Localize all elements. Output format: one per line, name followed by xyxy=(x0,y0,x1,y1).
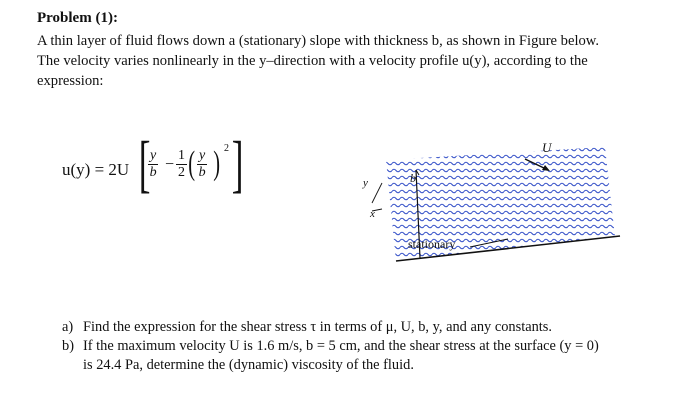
numerator: 1 xyxy=(178,148,185,163)
slope-figure xyxy=(320,125,660,280)
question-letter: b) xyxy=(62,338,74,354)
exponent: 2 xyxy=(224,143,229,154)
fraction-one-half xyxy=(176,148,187,181)
fraction-y-over-b xyxy=(148,148,158,181)
question-line: is 24.4 Pa, determine the (dynamic) viscosity of the fluid. xyxy=(83,357,414,373)
right-bracket: ] xyxy=(231,128,244,199)
slope-diagram xyxy=(320,125,660,275)
right-paren: ) xyxy=(213,145,221,182)
problem-line: The velocity varies nonlinearly in the y–direction with a velocity profile u(y), according to the xyxy=(37,53,588,69)
fraction-y-over-b-squared xyxy=(197,148,207,181)
question-letter: a) xyxy=(62,319,74,335)
problem-line: expression: xyxy=(37,73,104,89)
denominator: b xyxy=(198,165,206,180)
question-b xyxy=(62,337,662,375)
question-line: Find the expression for the shear stress τ in terms of μ, U, b, y, and any constants. xyxy=(83,319,552,335)
problem-title: Problem (1): xyxy=(37,10,118,26)
minus-sign: − xyxy=(165,156,175,173)
thickness-label: b xyxy=(410,171,416,185)
numerator: y xyxy=(150,148,157,163)
left-bracket: [ xyxy=(138,128,151,199)
problem-statement xyxy=(37,31,657,91)
stationary-label: stationary xyxy=(408,237,456,251)
velocity-label: U xyxy=(542,140,552,155)
y-axis-label: y xyxy=(363,177,368,189)
denominator: b xyxy=(149,165,157,180)
velocity-profile-equation xyxy=(62,128,267,206)
problem-line: A thin layer of fluid flows down a (stationary) slope with thickness b, as shown in Figure below. xyxy=(37,33,600,49)
question-a xyxy=(62,318,662,337)
numerator: y xyxy=(199,148,206,163)
y-axis xyxy=(372,183,382,203)
left-paren: ( xyxy=(188,145,196,182)
equation-lhs: u(y) = 2U xyxy=(62,160,130,179)
question-list xyxy=(62,318,662,375)
x-axis-label: x xyxy=(370,208,375,220)
question-line: If the maximum velocity U is 1.6 m/s, b = 5 cm, and the shear stress at the surface (y = 0) xyxy=(83,338,599,354)
denominator: 2 xyxy=(178,165,185,180)
